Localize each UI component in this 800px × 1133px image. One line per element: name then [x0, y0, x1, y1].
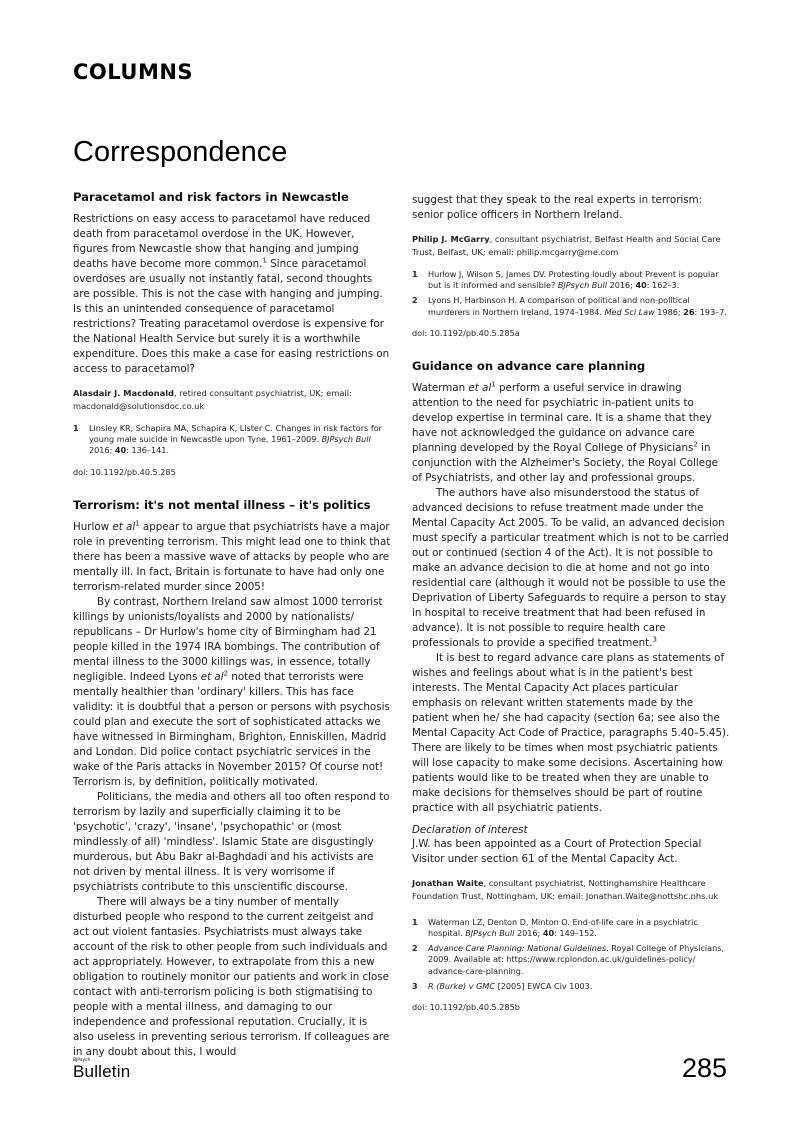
article-title: Guidance on advance care planning	[412, 358, 646, 373]
article-title: Terrorism: it's not mental illness – it's politics	[73, 497, 371, 512]
doi: doi: 10.1192/pb.40.5.285b	[412, 1002, 520, 1013]
article-advance-care	[412, 359, 730, 1012]
article-paragraph: suggest that they speak to the real experts in terrorism: senior police officers in Northern Ireland.	[412, 194, 703, 221]
author-signature: Jonathan Waite, consultant psychiatrist, Nottinghamshire Healthcare Foundation Trust, Nottingham, UK; email: Jonathan.Waite@nottshc.nhs.uk	[412, 877, 719, 901]
article-paragraph: It is best to regard advance care plans as statements of wishes and feelings about what is in the patient's best interests. The Mental Capacity Act places particular emphasis on relevant written statements made by the patient when he/ she had capacity (section 6a; see also the Mental Capacity Act Code of Practice, paragraphs 5.40–5.45). There are likely to be times when most psychiatric patients will lose capacity to make some decisions. Ascertaining how patients would like to be treated when they are unable to make decisions for themselves should be part of routine practice with all psychiatric patients.	[412, 651, 730, 814]
article-title: Paracetamol and risk factors in Newcastle	[73, 190, 349, 204]
reference-list	[73, 423, 391, 457]
author-name: Philip J. McGarry	[412, 234, 490, 244]
reference-item: 2 Lyons H, Harbinson H. A comparison of political and non-political murderers in Northern Ireland, 1974–1984. Med Sci Law 1986; 26: 193–7.	[412, 295, 728, 317]
article-terrorism	[73, 498, 391, 1060]
reference-list	[412, 917, 730, 992]
article-paragraph: Waterman et $al^1$ perform a useful service in drawing attention to the need for psychiatric in-patient units to develop expertise in terminal care. It is a shame that they have not acknowledged the guidance on advance care planning developed by the Royal College of Physicians$^2$ in conjunction with the Alzheimer's Society, the Royal College of Psychiatrists, and other lay and professional groups.	[412, 380, 718, 484]
left-column	[73, 190, 391, 1060]
reference-item: 1 Waterman LZ, Denton D, Minton O. End-of-life care in a psychiatric hospital. BJPsych Bull 2016; 40: 149–152.	[412, 916, 698, 939]
author-signature: Alasdair J. Macdonald, retired consultant psychiatrist, UK; email: macdonald@solutionsdoc.co.uk	[73, 388, 352, 411]
article-paragraph: By contrast, Northern Ireland saw almost 1000 terrorist killings by unionists/loyalists and 2000 by nationalists/ republicans – Dr Hurlow's home city of Birmingham had 21 people killed in the 1974 IRA bombings. The contribution of mental illness to the 3000 killings was, in essence, totally negligible. Indeed Lyons et $al^2$ noted that terrorists were mentally healthier than 'ordinary' killers. This has face validity: it is doubtful that a person or persons with psychosis could plan and execute the sort of sophisticated attacks we have witnessed in Birmingham, Brighton, Enniskillen, Madrid and London. Did police contact psychiatric services in the wake of the Paris attacks in November 2015? Of course not! Terrorism is, by definition, politically motivated.	[73, 595, 390, 788]
author-name: Alasdair J. Macdonald	[73, 388, 174, 398]
article-paragraph: Politicians, the media and others all too often respond to terrorism by lazily and superficially claiming it to be 'psychotic', 'crazy', 'insane', 'psychopathic' or (most mindlessly of all) 'mindless'. Islamic State are disgustingly murderous, but Abu Bakr al-Baghdadi and his activists are not driven by mental illness. It is very worrisome if psychiatrists contribute to this unscientific discourse.	[73, 790, 390, 893]
reference-list	[412, 269, 730, 318]
reference-item: 3 R (Burke) v GMC [2005] EWCA Civ 1003.	[412, 980, 593, 991]
journal-logo-name: Bulletin	[73, 1062, 131, 1081]
article-body: Restrictions on easy access to paracetamol have reduced death from paracetamol overdose in the UK. However, figures from Newcastle show that hanging and jumping deaths have become more common.$^1$ Since paracetamol overdoses are usually not instantly fatal, second thoughts are possible. This is not the case with hanging and jumping. Is this an unintended consequence of paracetamol restrictions? Treating paracetamol overdose is expensive for the National Health Service but surely it is a worthwhile expenditure. Does this make a case for easing restrictions on access to paracetamol?	[73, 213, 390, 375]
article-terrorism-continued	[412, 193, 730, 338]
declaration-heading: Declaration of interest	[412, 823, 528, 836]
journal-logo	[73, 1058, 130, 1081]
journal-logo-prefix: BJPsych	[73, 1058, 91, 1063]
reference-item: 1 Hurlow J, Wilson S, James DV. Protesting loudly about Prevent is popular but is it informed and sensible? BJPsych Bull 2016; 40: 162–3.	[412, 269, 719, 291]
article-paragraph: There will always be a tiny number of mentally disturbed people who respond to the current zeitgeist and act out violent fantasies. Psychiatrists must always take account of the risk to other people from such individuals and act appropriately. However, to extrapolate from this a new obligation to routinely monitor our patients and work in close contact with anti-terrorism policing is both stigmatising to people with a mental illness, and damaging to our independence and professional reputation. Crucially, it is also useless in preventing serious terrorism. If colleagues are in any doubt about this, I would	[73, 895, 390, 1058]
page-number: 285	[681, 1053, 727, 1083]
reference-item: 1 Linsley KR, Schapira MA, Schapira K, Lister C. Changes in risk factors for young male suicide in Newcastle upon Tyne, 1961–2009. BJPsych Bull 2016; 40: 136–141.	[73, 423, 382, 456]
article-paracetamol	[73, 190, 391, 477]
section-label: COLUMNS	[73, 60, 194, 84]
page-title: Correspondence	[73, 136, 288, 168]
article-paragraph: The authors have also misunderstood the status of advanced decisions to refuse treatment made under the Mental Capacity Act 2005. To be valid, an advanced decision must specify a particular treatment which is not to be carried out or continued (section 4 of the Act). It is not possible to make an advance decision to die at home and not go into residential care (although it would not be possible to use the Deprivation of Liberty Safeguards to require a person to stay in hospital to receive treatment that had been refused in advance). It is not possible to require health care professionals to provide a specified treatment.$^3$	[412, 486, 729, 649]
declaration-text: J.W. has been appointed as a Court of Protection Special Visitor under section 61 of the Mental Capacity Act.	[412, 837, 702, 865]
reference-item: 2 Advance Care Planning: National Guidelines. Royal College of Physicians, 2009. Available at: https://www.rcplondon.ac.uk/guidelines-policy/ advance-care-planning.	[412, 943, 725, 976]
doi: doi: 10.1192/pb.40.5.285	[73, 466, 176, 477]
author-signature: Philip J. McGarry, consultant psychiatrist, Belfast Health and Social Care Trust, Belfast, UK; email: philip.mcgarry@me.com	[412, 234, 721, 257]
right-column	[412, 193, 730, 1012]
author-name: Jonathan Waite	[412, 877, 484, 888]
article-paragraph: Hurlow et $al^1$ appear to argue that psychiatrists have a major role in preventing terrorism. This might lead one to think that there has been a massive wave of attacks by people who are mentally ill. In fact, Britain is fortunate to have had only one terrorism-related murder since 2005!	[73, 519, 391, 593]
doi: doi: 10.1192/pb.40.5.285a	[412, 327, 520, 338]
